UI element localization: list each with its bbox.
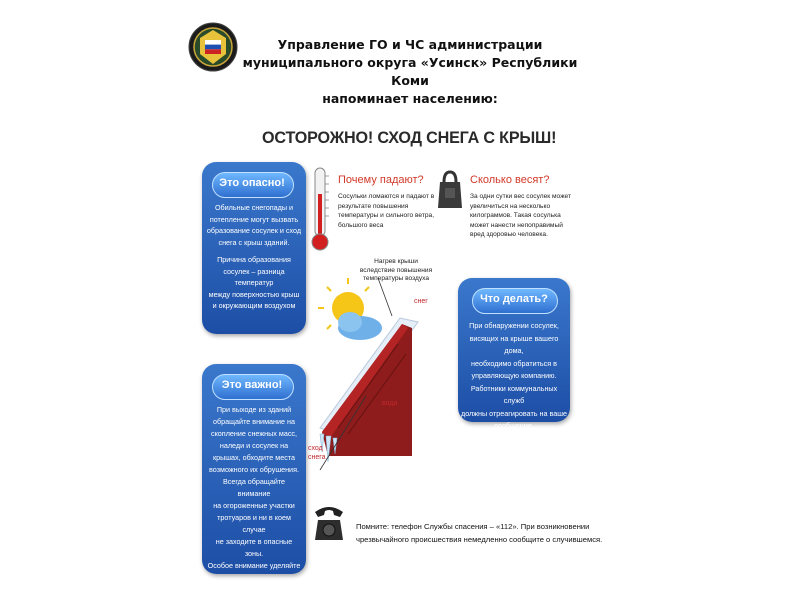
slide-label <box>308 444 326 462</box>
whattodo-line: должны отреагировать на ваше <box>461 408 567 418</box>
whattodo-line: При обнаружении сосулек, <box>469 321 559 330</box>
danger-heading: Это опасно! <box>219 177 285 189</box>
danger-text <box>206 202 302 312</box>
important-panel <box>202 364 306 574</box>
danger-line: Обильные снегопады и <box>214 203 294 212</box>
header <box>230 36 590 108</box>
poster-title: ОСТОРОЖНО! СХОД СНЕГА С КРЫШ! <box>262 128 557 147</box>
roof-diagram <box>308 256 478 476</box>
why-line: результате повышения <box>338 202 409 210</box>
heating-label <box>356 258 436 284</box>
slide-label-line: сход <box>308 445 323 452</box>
danger-line: и окружающим воздухом <box>212 301 296 310</box>
heating-label-line: вследствие повышения <box>359 266 433 274</box>
phone-icon <box>312 502 346 542</box>
weight-title: Сколько весят? <box>470 174 550 186</box>
header-line-1: Управление ГО и ЧС администрации <box>277 37 543 52</box>
important-text <box>206 404 302 572</box>
weight-line: вред здоровью человека. <box>470 231 548 239</box>
important-line: Особое внимание уделяйте <box>207 561 301 570</box>
weight-line: может нанести непоправимый <box>470 221 563 229</box>
water-label: вода <box>382 400 398 407</box>
important-line: скопление снежных масс, <box>210 429 297 438</box>
danger-line: сосулек – разница температур <box>223 266 285 287</box>
whattodo-line: Работники коммунальных служб <box>470 383 558 405</box>
important-line: крышах, обходите места <box>212 453 296 462</box>
heating-label-line: температуры воздуха <box>362 275 430 282</box>
important-line: При выходе из зданий <box>216 405 292 414</box>
whattodo-line: сообщение. <box>494 421 534 430</box>
danger-line: Причина образования <box>217 255 291 264</box>
weight-line: килограммов. Такая сосулька <box>470 212 561 220</box>
important-line: наледи и сосулек на <box>219 441 289 450</box>
weight-line: увеличиться на несколько <box>470 202 551 210</box>
poster <box>196 118 616 570</box>
important-heading: Это важно! <box>221 379 283 391</box>
why-line: температуры и сильного ветра, <box>338 212 435 220</box>
important-line: возможного их обрушения. <box>209 465 299 474</box>
danger-panel <box>202 162 306 334</box>
important-line: тротуаров и ни в коем случае <box>217 513 291 534</box>
danger-line: потепление могут вызвать <box>209 214 299 224</box>
whattodo-line: управляющую компанию. <box>471 371 557 380</box>
weight-text <box>470 192 590 240</box>
heating-label-line: Нагрев крыши <box>374 258 418 265</box>
snow-label: снег <box>414 298 428 305</box>
weight-icon <box>436 170 464 210</box>
memo-line: чрезвычайного происшествия немедленно сообщите о случившемся. <box>356 535 603 544</box>
whattodo-heading: Что делать? <box>480 293 548 305</box>
danger-line: снега с крыш зданий. <box>218 237 290 247</box>
slide-label-line: снега <box>308 454 326 461</box>
why-title: Почему падают? <box>338 174 424 186</box>
header-line-3: напоминает населению: <box>322 91 498 106</box>
memo-line: Помните: телефон Службы спасения – «112». При возникновении <box>356 522 590 531</box>
memo <box>356 520 606 546</box>
why-line: большого веса <box>338 221 384 229</box>
why-text <box>338 192 438 230</box>
whattodo-line: висящих на крыше вашего дома, <box>469 333 559 355</box>
danger-line: между поверхностью крыш <box>208 289 300 299</box>
thermometer-icon <box>308 164 332 254</box>
header-line-2: муниципального округа «Усинск» Республики Коми <box>242 55 578 88</box>
weight-line: За одни сутки вес сосулек может <box>470 193 571 200</box>
important-line: Всегда обращайте внимание <box>222 477 286 498</box>
important-line: обращайте внимание на <box>213 417 295 426</box>
whattodo-line: необходимо обратиться в <box>471 358 557 368</box>
important-line: не заходите в опасные зоны. <box>215 537 293 558</box>
danger-line: образование сосулек и сход <box>206 226 302 235</box>
important-line: на огороженные участки <box>213 501 295 510</box>
why-line: Сосульки ломаются и падают в <box>338 193 435 200</box>
